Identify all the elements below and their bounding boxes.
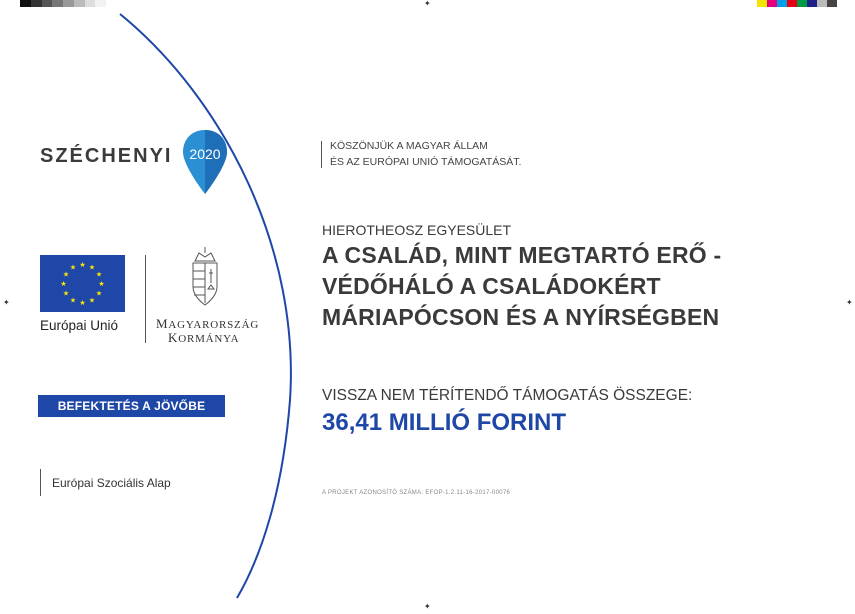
svg-text:★: ★ — [79, 261, 86, 269]
government-label-line1: MAGYARORSZÁG — [156, 316, 260, 331]
organization-name: HIEROTHEOSZ EGYESÜLET — [322, 222, 512, 238]
thanks-line1: KÖSZÖNJÜK A MAGYAR ÁLLAM — [330, 140, 488, 152]
szechenyi-year: 2020 — [189, 146, 221, 162]
svg-text:★: ★ — [88, 263, 96, 272]
svg-text:★: ★ — [95, 270, 103, 279]
svg-text:★: ★ — [62, 289, 70, 298]
szechenyi-logo-text: SZÉCHENYI — [40, 145, 173, 167]
svg-text:★: ★ — [98, 280, 105, 288]
svg-text:★: ★ — [69, 263, 77, 272]
grant-amount-value: 36,41 MILLIÓ FORINT — [322, 409, 567, 436]
esf-label: Európai Szociális Alap — [52, 476, 171, 490]
grant-amount-label: VISSZA NEM TÉRÍTENDŐ TÁMOGATÁS ÖSSZEGE: — [322, 387, 693, 404]
registration-mark-bottom: ✦ — [424, 602, 431, 611]
svg-text:★: ★ — [88, 296, 96, 305]
project-title-line2: VÉDŐHÁLÓ A CSALÁDOKÉRT — [322, 273, 661, 299]
logo-divider — [145, 255, 146, 343]
project-id-number: A PROJEKT AZONOSÍTÓ SZÁMA: EFOP-1.2.11-16-2017-00076 — [322, 490, 511, 496]
svg-text:★: ★ — [60, 280, 67, 288]
szechenyi-location-pin-icon — [181, 128, 229, 198]
registration-mark-right: ✦ — [846, 298, 853, 307]
svg-text:★: ★ — [79, 299, 86, 307]
esf-divider — [40, 469, 41, 496]
eu-label: Európai Unió — [40, 318, 119, 333]
project-title-line1: A CSALÁD, MINT MEGTARTÓ ERŐ - — [322, 242, 722, 268]
eu-flag-icon — [40, 255, 125, 312]
thanks-divider — [321, 141, 322, 168]
invest-in-future-badge: BEFEKTETÉS A JÖVŐBE — [38, 395, 225, 417]
project-title-line3: MÁRIAPÓCSON ÉS A NYÍRSÉGBEN — [322, 304, 720, 330]
svg-text:★: ★ — [69, 296, 77, 305]
svg-text:★: ★ — [95, 289, 103, 298]
thanks-line2: ÉS AZ EURÓPAI UNIÓ TÁMOGATÁSÁT. — [330, 156, 522, 168]
registration-mark-top: ✦ — [424, 0, 431, 8]
registration-mark-left: ✦ — [3, 298, 10, 307]
government-label-line2: KORMÁNYA — [168, 330, 240, 345]
project-title — [322, 240, 721, 333]
svg-text:★: ★ — [62, 270, 70, 279]
hungarian-coat-of-arms-icon — [185, 247, 225, 309]
